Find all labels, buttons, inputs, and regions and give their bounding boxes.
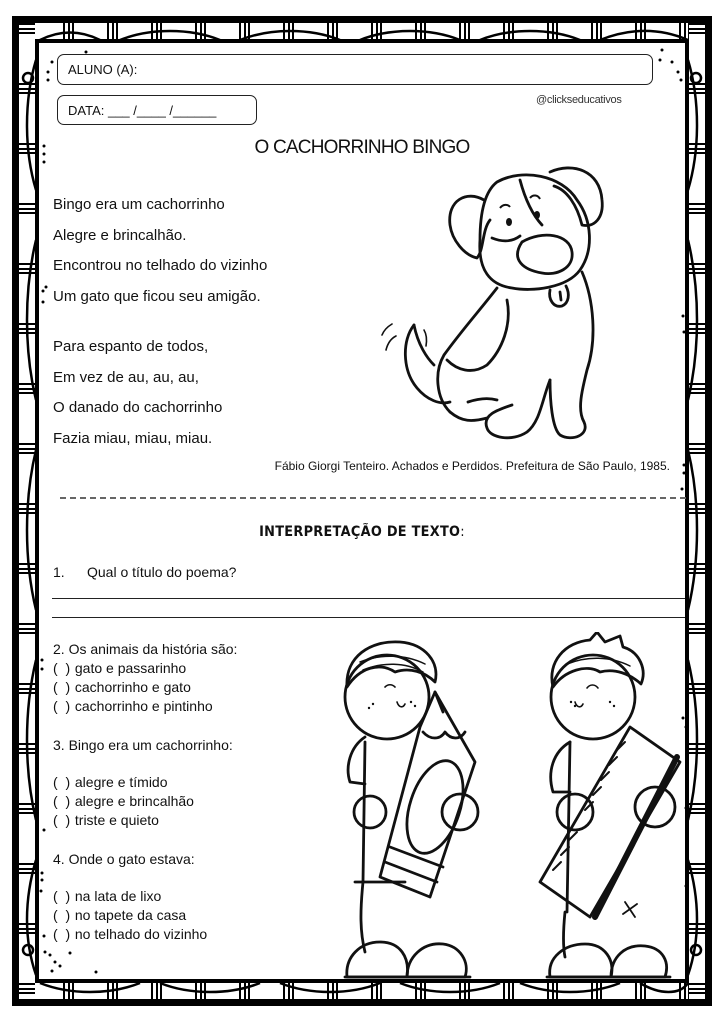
border-band-left <box>19 23 35 999</box>
option-checkbox[interactable]: ( ) <box>53 907 71 923</box>
question-3 <box>53 736 233 830</box>
question-text: 2. Os animais da história são: <box>53 641 238 657</box>
option-item[interactable] <box>53 697 237 716</box>
student-name-label: ALUNO (A): <box>68 62 138 77</box>
poem-line: Para espanto de todos, <box>53 338 209 355</box>
option-label: no tapete da casa <box>74 907 187 923</box>
question-1 <box>53 564 236 580</box>
option-checkbox[interactable]: ( ) <box>53 888 71 904</box>
option-checkbox[interactable]: ( ) <box>53 926 71 942</box>
date-label: DATA: ___ /____ /______ <box>68 102 217 118</box>
option-checkbox[interactable]: ( ) <box>53 774 71 790</box>
border-band-top <box>19 23 705 39</box>
option-label: gato e passarinho <box>74 660 187 676</box>
question-text: 3. Bingo era um cachorrinho: <box>53 737 233 753</box>
option-item[interactable] <box>53 811 233 830</box>
option-checkbox[interactable]: ( ) <box>53 679 71 695</box>
poem-line: Fazia miau, miau, miau. <box>53 429 213 447</box>
poem-line: Em vez de au, au, au, <box>53 368 199 386</box>
section-title-text: INTERPRETAÇÃO DE TEXTO <box>259 524 461 540</box>
option-item[interactable] <box>53 773 233 792</box>
option-checkbox[interactable]: ( ) <box>53 812 71 828</box>
question-text: Qual o título do poema? <box>87 564 237 580</box>
poem-stanza <box>53 332 267 454</box>
option-label: na lata de lixo <box>74 888 162 904</box>
student-name-field[interactable] <box>57 54 653 85</box>
answer-line[interactable] <box>52 598 685 599</box>
question-number: 1. <box>53 564 65 580</box>
interpretation-section-title <box>29 524 695 540</box>
poem-line: Encontrou no telhado do vizinho <box>53 257 268 274</box>
question-4 <box>53 850 207 944</box>
dog-illustration <box>372 160 622 450</box>
option-item[interactable] <box>53 887 207 906</box>
option-label: alegre e tímido <box>74 774 168 790</box>
poem-title: O CACHORRINHO BINGO <box>254 137 470 158</box>
option-item[interactable] <box>53 792 233 811</box>
option-item[interactable] <box>53 906 207 925</box>
option-label: cachorrinho e gato <box>74 679 191 695</box>
option-checkbox[interactable]: ( ) <box>53 793 71 809</box>
question-2 <box>53 640 237 716</box>
poem-line: Um gato que ficou seu amigão. <box>53 287 261 305</box>
date-field[interactable] <box>57 95 257 125</box>
poem-body <box>53 190 267 454</box>
kids-with-pencil-and-ruler-illustration <box>325 632 695 987</box>
option-item[interactable] <box>53 925 207 944</box>
option-checkbox[interactable]: ( ) <box>53 698 71 714</box>
section-title-colon: : <box>460 524 465 540</box>
option-item[interactable] <box>53 678 237 697</box>
poem-citation: Fábio Giorgi Tenteiro. Achados e Perdidos. Prefeitura de São Paulo, 1985. <box>274 459 670 473</box>
option-label: no telhado do vizinho <box>74 926 208 942</box>
answer-line[interactable] <box>52 617 685 618</box>
option-checkbox[interactable]: ( ) <box>53 660 71 676</box>
poem-stanza <box>53 190 267 312</box>
social-handle: @clickseducativos <box>536 94 622 106</box>
poem-line: O danado do cachorrinho <box>53 399 223 416</box>
poem-line: Bingo era um cachorrinho <box>53 196 225 213</box>
option-label: cachorrinho e pintinho <box>74 698 213 714</box>
section-divider <box>60 497 686 499</box>
option-item[interactable] <box>53 659 237 678</box>
option-label: triste e quieto <box>74 812 159 828</box>
option-label: alegre e brincalhão <box>74 793 194 809</box>
question-text: 4. Onde o gato estava: <box>53 851 195 867</box>
poem-line: Alegre e brincalhão. <box>53 226 187 244</box>
